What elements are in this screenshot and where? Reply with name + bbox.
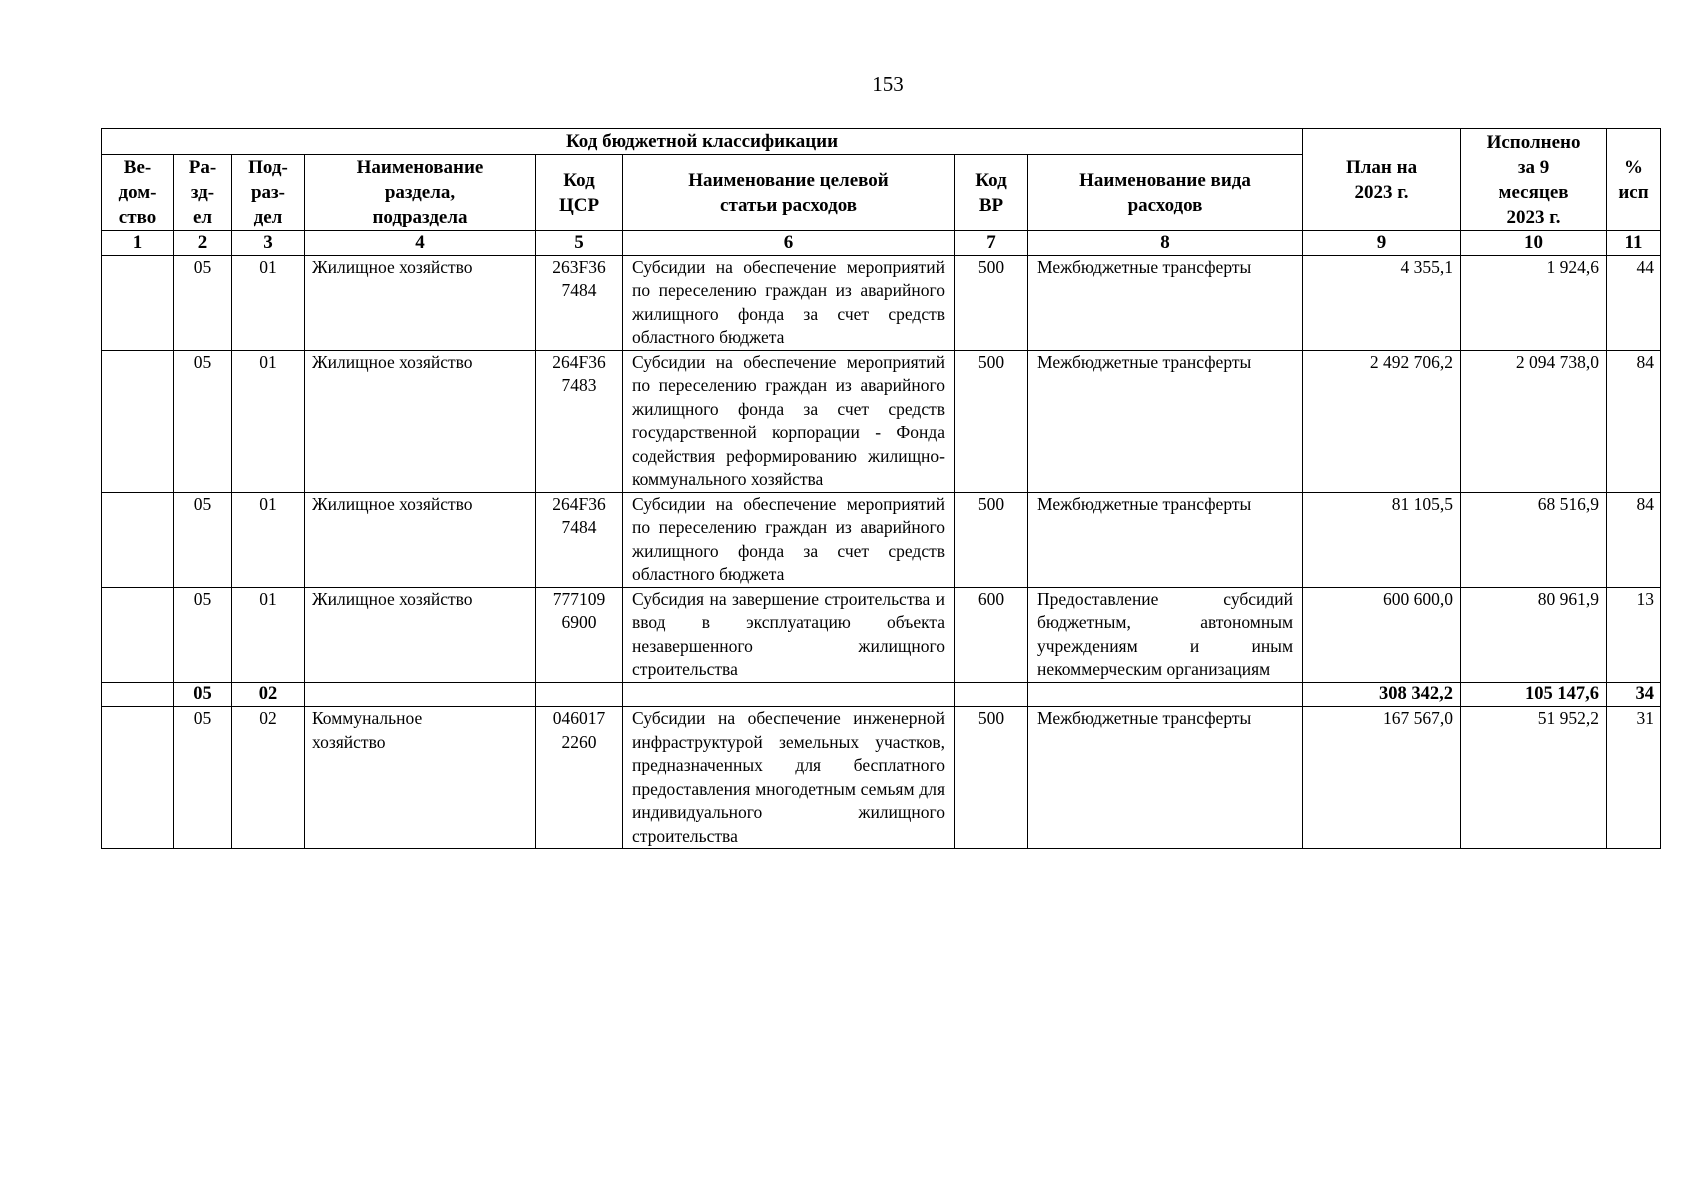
plan-cell: 81 105,5 [1303,492,1461,587]
vr-name-cell: Межбюджетные трансферты [1028,707,1303,849]
vr-cell: 500 [955,492,1028,587]
column-number: 5 [536,231,623,256]
podrazdel-cell: 01 [232,492,305,587]
column-number: 8 [1028,231,1303,256]
table-row [102,492,1661,587]
table-row [102,350,1661,492]
podrazdel-cell: 01 [232,255,305,350]
vedomstvo-cell [102,492,174,587]
vr-name-cell [1028,682,1303,707]
table-row [102,255,1661,350]
column-number: 11 [1607,231,1661,256]
percent-cell: 84 [1607,492,1661,587]
vedomstvo-cell [102,587,174,682]
razdel-header: Ра- зд- ел [174,155,232,231]
plan-cell: 2 492 706,2 [1303,350,1461,492]
plan-cell: 308 342,2 [1303,682,1461,707]
razdel-cell: 05 [174,255,232,350]
executed-cell: 105 147,6 [1461,682,1607,707]
vr-cell [955,682,1028,707]
vr-cell: 500 [955,707,1028,849]
executed-header: Исполнено за 9 месяцев 2023 г. [1461,129,1607,231]
razdel-cell: 05 [174,587,232,682]
razdel-name-cell [305,682,536,707]
razdel-name-cell: Жилищное хозяйство [305,492,536,587]
razdel-name-header: Наименование раздела, подраздела [305,155,536,231]
executed-cell: 68 516,9 [1461,492,1607,587]
vr-name-cell: Предоставление субсидий бюджетным, автономным учреждениям и иным некоммерческим организациям [1028,587,1303,682]
percent-cell: 84 [1607,350,1661,492]
podrazdel-cell: 01 [232,587,305,682]
column-number: 3 [232,231,305,256]
subtotal-row [102,682,1661,707]
podrazdel-cell: 01 [232,350,305,492]
column-number: 2 [174,231,232,256]
column-number: 9 [1303,231,1461,256]
vr-name-cell: Межбюджетные трансферты [1028,350,1303,492]
razdel-cell: 05 [174,682,232,707]
plan-cell: 600 600,0 [1303,587,1461,682]
column-number: 7 [955,231,1028,256]
page-number: 153 [872,72,904,96]
plan-cell: 167 567,0 [1303,707,1461,849]
vedomstvo-header: Ве- дом- ство [102,155,174,231]
vedomstvo-cell [102,255,174,350]
podrazdel-cell: 02 [232,682,305,707]
plan-cell: 4 355,1 [1303,255,1461,350]
target-name-cell: Субсидия на завершение строительства и ввод в эксплуатацию объекта незавершенного жилищного строительства [623,587,955,682]
razdel-name-cell: Коммунальное хозяйство [305,707,536,849]
vr-cell: 600 [955,587,1028,682]
podrazdel-cell: 02 [232,707,305,849]
vedomstvo-cell [102,682,174,707]
percent-cell: 44 [1607,255,1661,350]
percent-cell: 34 [1607,682,1661,707]
column-number: 10 [1461,231,1607,256]
plan-header: План на 2023 г. [1303,129,1461,231]
vr-name-cell: Межбюджетные трансферты [1028,492,1303,587]
razdel-cell: 05 [174,350,232,492]
vr-name-header: Наименование вида расходов [1028,155,1303,231]
table-row [102,587,1661,682]
csr-cell: 264F36 7484 [536,492,623,587]
csr-cell: 777109 6900 [536,587,623,682]
razdel-cell: 05 [174,707,232,849]
target-name-header: Наименование целевой статьи расходов [623,155,955,231]
column-number: 4 [305,231,536,256]
podrazdel-header: Под- раз- дел [232,155,305,231]
razdel-name-cell: Жилищное хозяйство [305,350,536,492]
csr-cell [536,682,623,707]
razdel-name-cell: Жилищное хозяйство [305,255,536,350]
percent-header: % исп [1607,129,1661,231]
executed-cell: 1 924,6 [1461,255,1607,350]
column-number-row [102,231,1661,256]
executed-cell: 2 094 738,0 [1461,350,1607,492]
budget-execution-table [101,128,1661,849]
razdel-cell: 05 [174,492,232,587]
csr-cell: 263F36 7484 [536,255,623,350]
budget-classification-group-header: Код бюджетной классификации [102,129,1303,155]
vedomstvo-cell [102,350,174,492]
table-row [102,707,1661,849]
vr-cell: 500 [955,255,1028,350]
percent-cell: 13 [1607,587,1661,682]
vr-header: Код ВР [955,155,1028,231]
razdel-name-cell: Жилищное хозяйство [305,587,536,682]
target-name-cell: Субсидии на обеспечение инженерной инфраструктурой земельных участков, предназначенных для бесплатного предоставления многодетным семьям для индивидуального жилищного строительства [623,707,955,849]
csr-cell: 046017 2260 [536,707,623,849]
column-number: 1 [102,231,174,256]
csr-header: Код ЦСР [536,155,623,231]
target-name-cell [623,682,955,707]
header-row-group [102,129,1661,155]
csr-cell: 264F36 7483 [536,350,623,492]
executed-cell: 80 961,9 [1461,587,1607,682]
executed-cell: 51 952,2 [1461,707,1607,849]
target-name-cell: Субсидии на обеспечение мероприятий по переселению граждан из аварийного жилищного фонда за счет средств областного бюджета [623,492,955,587]
target-name-cell: Субсидии на обеспечение мероприятий по переселению граждан из аварийного жилищного фонда за счет средств государственной корпорации - Фонда содействия реформированию жилищно-коммунального хозяйства [623,350,955,492]
target-name-cell: Субсидии на обеспечение мероприятий по переселению граждан из аварийного жилищного фонда за счет средств областного бюджета [623,255,955,350]
percent-cell: 31 [1607,707,1661,849]
vr-cell: 500 [955,350,1028,492]
vedomstvo-cell [102,707,174,849]
column-number: 6 [623,231,955,256]
vr-name-cell: Межбюджетные трансферты [1028,255,1303,350]
